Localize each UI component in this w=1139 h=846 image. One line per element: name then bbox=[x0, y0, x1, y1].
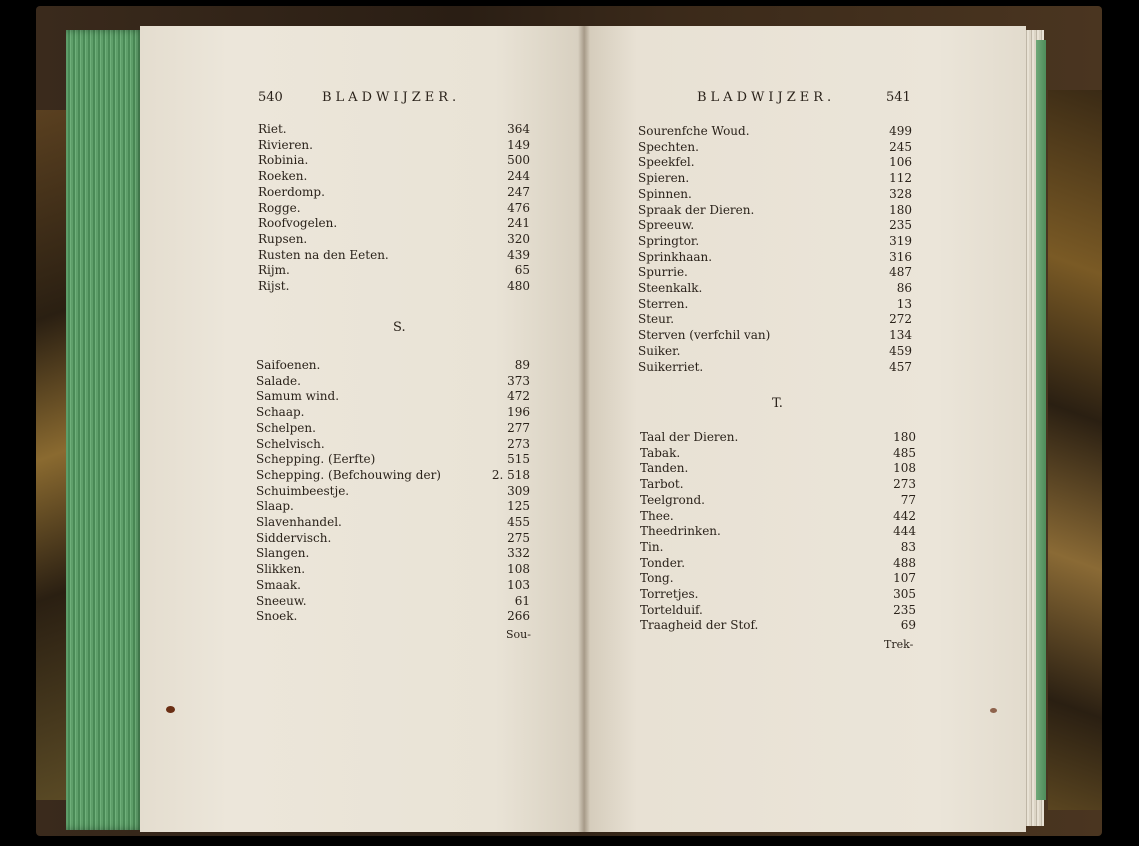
entry-page-number: 455 bbox=[507, 515, 530, 529]
entry-label: Tanden. bbox=[640, 461, 689, 476]
index-entry bbox=[258, 201, 530, 216]
index-entry bbox=[256, 546, 530, 561]
index-entry bbox=[258, 122, 530, 137]
index-entry bbox=[640, 618, 916, 633]
entry-label: Roerdomp. bbox=[258, 184, 325, 199]
index-entry bbox=[638, 234, 912, 249]
entry-label: Suikerriet. bbox=[638, 359, 704, 374]
entry-label: Spreeuw. bbox=[638, 218, 695, 233]
entry-page-number: 196 bbox=[507, 405, 530, 420]
index-entry bbox=[640, 493, 916, 508]
entry-page-number: 442 bbox=[893, 508, 916, 523]
index-entry bbox=[256, 358, 530, 373]
entry-page-number: 444 bbox=[893, 524, 916, 539]
entry-label: Slangen. bbox=[256, 546, 310, 561]
marbled-cover-right bbox=[1048, 90, 1102, 810]
index-entry bbox=[256, 374, 530, 389]
entry-label: Roeken. bbox=[258, 169, 308, 184]
entry-label: Schuimbeestje. bbox=[256, 483, 350, 498]
index-entry bbox=[256, 578, 530, 593]
entry-label: Tong. bbox=[640, 571, 674, 586]
entry-page-number: 83 bbox=[900, 539, 916, 554]
entry-page-number: 472 bbox=[507, 389, 530, 404]
entry-label: Siddervisch. bbox=[256, 530, 332, 545]
entry-page-number: 332 bbox=[507, 546, 530, 561]
entry-page-number: 320 bbox=[507, 231, 530, 246]
index-entry bbox=[256, 405, 530, 420]
index-entry bbox=[258, 263, 530, 278]
entry-label: Spraak der Dieren. bbox=[638, 202, 755, 217]
entry-label: Sourenfche Woud. bbox=[638, 124, 750, 138]
entry-page-number: 77 bbox=[900, 492, 916, 507]
entry-label: Theedrinken. bbox=[640, 524, 721, 539]
entry-label: Rupsen. bbox=[258, 231, 308, 246]
index-entry bbox=[258, 232, 530, 247]
entry-label: Roofvogelen. bbox=[258, 216, 338, 231]
entry-page-number: 245 bbox=[889, 139, 912, 154]
entry-label: Thee. bbox=[640, 508, 674, 523]
entry-page-number: 488 bbox=[893, 555, 916, 570]
entry-label: Taal der Dieren. bbox=[640, 430, 739, 444]
index-entry bbox=[638, 360, 912, 375]
entry-label: Suiker. bbox=[638, 343, 681, 358]
index-entry bbox=[640, 556, 916, 571]
entry-page-number: 244 bbox=[507, 169, 530, 184]
index-entry bbox=[638, 203, 912, 218]
entry-label: Saifoenen. bbox=[256, 358, 321, 372]
entry-page-number: 439 bbox=[507, 247, 530, 262]
index-entry bbox=[640, 587, 916, 602]
index-entry bbox=[640, 524, 916, 539]
index-entry bbox=[256, 421, 530, 436]
entry-label: Rijm. bbox=[258, 263, 290, 278]
index-entry bbox=[258, 153, 530, 168]
index-entry bbox=[256, 437, 530, 452]
entry-page-number: 112 bbox=[889, 171, 912, 186]
index-entry bbox=[256, 609, 530, 624]
index-entry bbox=[256, 594, 530, 609]
index-entry bbox=[256, 484, 530, 499]
index-entry bbox=[256, 531, 530, 546]
right-section-letter: T. bbox=[772, 396, 783, 411]
entry-label: Spurrie. bbox=[638, 265, 688, 280]
entry-label: Steenkalk. bbox=[638, 281, 703, 295]
entry-page-number: 316 bbox=[889, 249, 912, 264]
entry-label: Tin. bbox=[640, 539, 664, 554]
entry-label: Tarbot. bbox=[640, 477, 684, 492]
entry-page-number: 69 bbox=[900, 618, 916, 633]
entry-page-number: 266 bbox=[507, 609, 530, 624]
entry-label: Schepping. (Befchouwing der) bbox=[256, 467, 441, 482]
entry-label: Schepping. (Eerfte) bbox=[256, 452, 376, 467]
entry-page-number: 247 bbox=[507, 184, 530, 199]
entry-page-number: 457 bbox=[889, 359, 912, 374]
entry-page-number: 485 bbox=[893, 445, 916, 460]
entry-label: Sterren. bbox=[638, 296, 689, 311]
entry-label: Sprinkhaan. bbox=[638, 249, 713, 264]
entry-page-number: 103 bbox=[507, 577, 530, 592]
index-entry bbox=[640, 430, 916, 445]
index-entry bbox=[256, 452, 530, 467]
entry-label: Schelpen. bbox=[256, 420, 316, 435]
index-entry bbox=[640, 461, 916, 476]
entry-label: Riet. bbox=[258, 122, 287, 136]
entry-page-number: 241 bbox=[507, 216, 530, 231]
entry-label: Rivieren. bbox=[258, 137, 313, 152]
index-entry bbox=[638, 187, 912, 202]
index-entry bbox=[640, 603, 916, 618]
index-entry bbox=[640, 477, 916, 492]
entry-page-number: 515 bbox=[507, 452, 530, 467]
index-entry bbox=[638, 344, 912, 359]
entry-label: Traagheid der Stof. bbox=[640, 618, 759, 633]
entry-page-number: 13 bbox=[896, 296, 912, 311]
entry-page-number: 65 bbox=[514, 263, 530, 278]
entry-page-number: 106 bbox=[889, 155, 912, 170]
entry-label: Spieren. bbox=[638, 171, 690, 186]
entry-page-number: 235 bbox=[893, 602, 916, 617]
entry-label: Tabak. bbox=[640, 445, 681, 460]
entry-page-number: 273 bbox=[507, 436, 530, 451]
entry-label: Salade. bbox=[256, 373, 301, 388]
ink-stain-right bbox=[990, 708, 997, 713]
index-entry bbox=[638, 155, 912, 170]
index-entry bbox=[640, 446, 916, 461]
entry-page-number: 61 bbox=[514, 593, 530, 608]
entry-page-number: 108 bbox=[893, 461, 916, 476]
entry-page-number: 235 bbox=[889, 218, 912, 233]
entry-label: Speekfel. bbox=[638, 155, 695, 170]
entry-page-number: 107 bbox=[893, 571, 916, 586]
right-catchword: Trek- bbox=[884, 638, 914, 651]
entry-label: Slikken. bbox=[256, 562, 306, 577]
index-entry bbox=[256, 499, 530, 514]
entry-label: Samum wind. bbox=[256, 389, 340, 404]
entry-page-number: 373 bbox=[507, 373, 530, 388]
entry-page-number: 180 bbox=[889, 202, 912, 217]
index-entry bbox=[256, 468, 530, 483]
entry-label: Torretjes. bbox=[640, 587, 699, 601]
index-entry bbox=[638, 250, 912, 265]
entry-page-number: 273 bbox=[893, 477, 916, 492]
entry-label: Schaap. bbox=[256, 405, 305, 420]
entry-page-number: 149 bbox=[507, 137, 530, 152]
entry-label: Rogge. bbox=[258, 200, 301, 215]
index-entry bbox=[640, 540, 916, 555]
entry-label: Spechten. bbox=[638, 139, 699, 154]
entry-page-number: 500 bbox=[507, 153, 530, 168]
index-entry bbox=[638, 328, 912, 343]
entry-page-number: 459 bbox=[889, 343, 912, 358]
entry-label: Tonder. bbox=[640, 555, 686, 570]
entry-page-number: 499 bbox=[889, 124, 912, 138]
index-entry bbox=[256, 515, 530, 530]
index-entry bbox=[256, 562, 530, 577]
entry-label: Rijst. bbox=[258, 279, 290, 293]
index-entry bbox=[638, 218, 912, 233]
entry-label: Tortelduif. bbox=[640, 602, 703, 617]
entry-page-number: 86 bbox=[896, 281, 912, 295]
index-entry bbox=[258, 138, 530, 153]
entry-label: Springtor. bbox=[638, 233, 700, 248]
entry-label: Slavenhandel. bbox=[256, 515, 342, 529]
entry-page-number: 125 bbox=[507, 499, 530, 514]
left-page-header: BLADWIJZER. bbox=[322, 90, 461, 105]
entry-page-number: 134 bbox=[889, 328, 912, 343]
entry-page-number: 277 bbox=[507, 420, 530, 435]
entry-page-number: 2. 518 bbox=[491, 467, 530, 482]
entry-page-number: 89 bbox=[514, 358, 530, 372]
entry-label: Steur. bbox=[638, 312, 675, 327]
entry-page-number: 309 bbox=[507, 483, 530, 498]
index-entry bbox=[638, 265, 912, 280]
index-entry bbox=[640, 509, 916, 524]
entry-page-number: 480 bbox=[507, 279, 530, 293]
entry-page-number: 180 bbox=[893, 430, 916, 444]
entry-page-number: 476 bbox=[507, 200, 530, 215]
entry-page-number: 305 bbox=[893, 587, 916, 601]
entry-label: Smaak. bbox=[256, 577, 301, 592]
entry-page-number: 487 bbox=[889, 265, 912, 280]
book-gutter bbox=[578, 26, 590, 832]
entry-label: Sterven (verfchil van) bbox=[638, 328, 771, 343]
right-page-header: BLADWIJZER. bbox=[697, 90, 836, 105]
index-entry bbox=[638, 171, 912, 186]
index-entry bbox=[258, 185, 530, 200]
entry-page-number: 275 bbox=[507, 530, 530, 545]
entry-label: Snoek. bbox=[256, 609, 298, 624]
entry-label: Robinia. bbox=[258, 153, 309, 168]
entry-page-number: 328 bbox=[889, 186, 912, 201]
green-page-edges-left bbox=[66, 30, 146, 830]
index-entry bbox=[640, 571, 916, 586]
left-page-number: 540 bbox=[258, 90, 283, 105]
entry-page-number: 364 bbox=[507, 122, 530, 136]
entry-label: Slaap. bbox=[256, 499, 294, 514]
index-entry bbox=[638, 297, 912, 312]
index-entry bbox=[638, 281, 912, 296]
index-entry bbox=[638, 140, 912, 155]
index-entry bbox=[258, 216, 530, 231]
ink-stain bbox=[166, 706, 175, 713]
entry-label: Spinnen. bbox=[638, 186, 692, 201]
index-entry bbox=[258, 248, 530, 263]
index-entry bbox=[258, 279, 530, 294]
entry-page-number: 108 bbox=[507, 562, 530, 577]
entry-label: Rusten na den Eeten. bbox=[258, 247, 389, 262]
index-entry bbox=[256, 389, 530, 404]
index-entry bbox=[258, 169, 530, 184]
left-catchword: Sou- bbox=[506, 628, 531, 641]
right-page-number: 541 bbox=[886, 90, 911, 105]
green-edge-right bbox=[1036, 40, 1046, 800]
index-entry bbox=[638, 312, 912, 327]
entry-label: Schelvisch. bbox=[256, 436, 325, 451]
entry-page-number: 272 bbox=[889, 312, 912, 327]
entry-label: Teelgrond. bbox=[640, 492, 705, 507]
index-entry bbox=[638, 124, 912, 139]
left-section-letter: S. bbox=[393, 320, 406, 335]
entry-label: Sneeuw. bbox=[256, 593, 307, 608]
entry-page-number: 319 bbox=[889, 233, 912, 248]
